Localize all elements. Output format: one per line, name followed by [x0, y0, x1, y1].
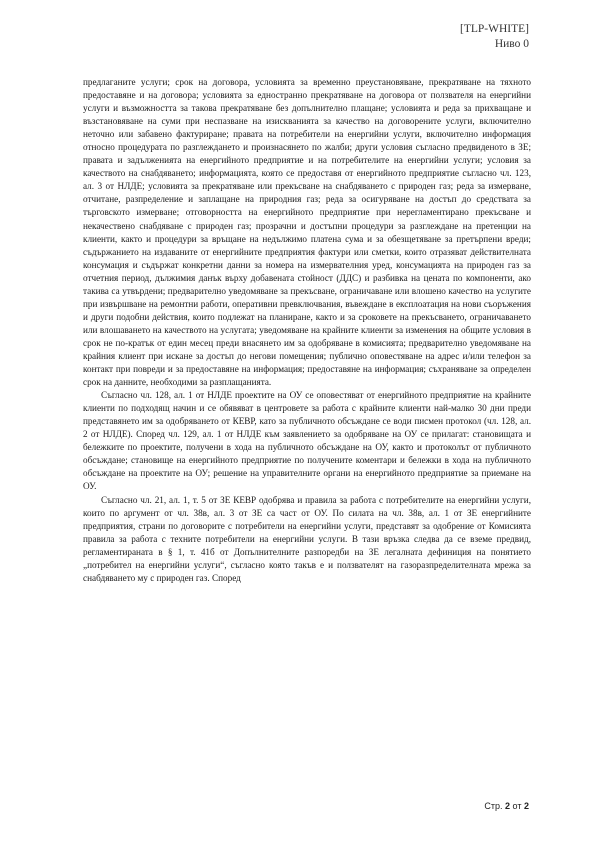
- page-of: от: [512, 801, 522, 811]
- page-prefix: Стр.: [484, 801, 503, 811]
- document-header: [460, 22, 529, 52]
- page-number: [484, 801, 529, 811]
- body-paragraph: Съгласно чл. 21, ал. 1, т. 5 от ЗЕ КЕВР одобрява и правила за работа с потребителите на енергийни услуги, които по аргумент от чл. 38в, ал. 3 от ЗЕ са част от ОУ. По силата на чл. 38в, ал. 1 от ЗЕ енергийните предприятия, страни по договорите с потребители на енергийни услуги, представят за одобрение от Комисията правила за работа с техните потребители на енергийни услуги. В тази връзка следва да се вземе предвид, регламентираната в § 1, т. 41б от Допълнителните разпоредби на ЗЕ легалната дефиниция на понятието „потребител на енергийни услуги“, съгласно която такъв е и ползвателят на газоразпределителната мрежа за снабдяването му с природен газ. Според: [83, 494, 531, 583]
- total-pages: 2: [523, 801, 529, 811]
- tlp-classification: [TLP-WHITE]: [460, 23, 529, 35]
- classification-level: Ниво 0: [494, 38, 529, 50]
- current-page: 2: [505, 801, 511, 811]
- body-paragraph: Съгласно чл. 128, ал. 1 от НЛДЕ проектите на ОУ се оповестяват от енергийното предприятие на крайните клиенти по подходящ начин и се обявяват в центровете за работа с крайните клиенти най-малко 30 дни преди представянето им за одобряването от КЕВР, като за публичното обсъждане се води писмен протокол (чл. 128, ал. 2 от НЛДЕ). Според чл. 129, ал. 1 от НЛДЕ към заявлението за одобряване на ОУ се прилагат: становищата и бележките по проектите, получени в хода на публичното обсъждане на ОУ, както и протоколът от публичното обсъждане; становище на енергийното предприятие по получените коментари и бележки в хода на публичното обсъждане на проектите на ОУ; решение на управителните органи на енергийното предприятие за приемане на ОУ.: [83, 390, 531, 492]
- document-body: [83, 76, 531, 585]
- body-paragraph: предлаганите услуги; срок на договора, условията за временно преустановяване, прекратяване на тяхното предоставяне и на договора; условията за едностранно прекратяване на договора от ползвателя на енергийни услуги и възможността за такова прекратяване без допълнително плащане; условията и реда за прихващане и възстановяване на суми при неспазване на изискванията за качество на договорените услуги, включително неточно или забавено фактуриране; правата на потребители на енергийни услуги, включително информация относно процедурата по разглеждането и произнасянето по жалби; други условия съгласно предвиденото в ЗЕ; правата и задълженията на енергийното предприятие и на потребителите на енергийни услуги; условия за качеството на снабдяването; информацията, която се предоставя от енергийното предприятие съгласно чл. 123, ал. 3 от НЛДЕ; условията за прекратяване или прекъсване на снабдяването с природен газ; реда за измерване, отчитане, разпределение и заплащане на природния газ; реда за осигуряване на достъп до средствата за търговското измерване; отговорността на енергийното предприятие при нерегламентирано прекъсване и некачествено снабдяване с природен газ; прозрачни и достъпни процедури за разглеждане на претенции на клиенти, както и процедури за връщане на недължимо платена сума и за обезщетяване за претърпени вреди; съдържанието на издаваните от енергийните предприятия фактури или сметки, които отразяват действителната консумация и съдържат конкретни данни за номера на измервателния уред, консумацията на природен газ за отчетния период, дължимия данък върху добавената стойност (ДДС) и разбивка на цената по компоненти, ако такива са утвърдени; предварително уведомяване за прекъсване, ограничаване или влошено качество на услугите при извършване на ремонтни работи, оперативни превключвания, въвеждане в експлоатация на нови съоръжения и други подобни действия, които подлежат на планиране, както и за сроковете на прекъсването, ограничаването или влошаването на качеството на услугата; уведомяване на крайните клиенти за изменения на общите условия в срок не по-кратък от един месец преди внасянето им за одобряване в комисията; предварително уведомяване на крайния клиент при искане за достъп до негови помещения; публично оповестяване на адрес и/или телефон за контакт при повреди и за предоставяне на информация; предоставяне на информация; съхраняване за определен срок на данните, необходими за разплащанията.: [83, 77, 531, 388]
